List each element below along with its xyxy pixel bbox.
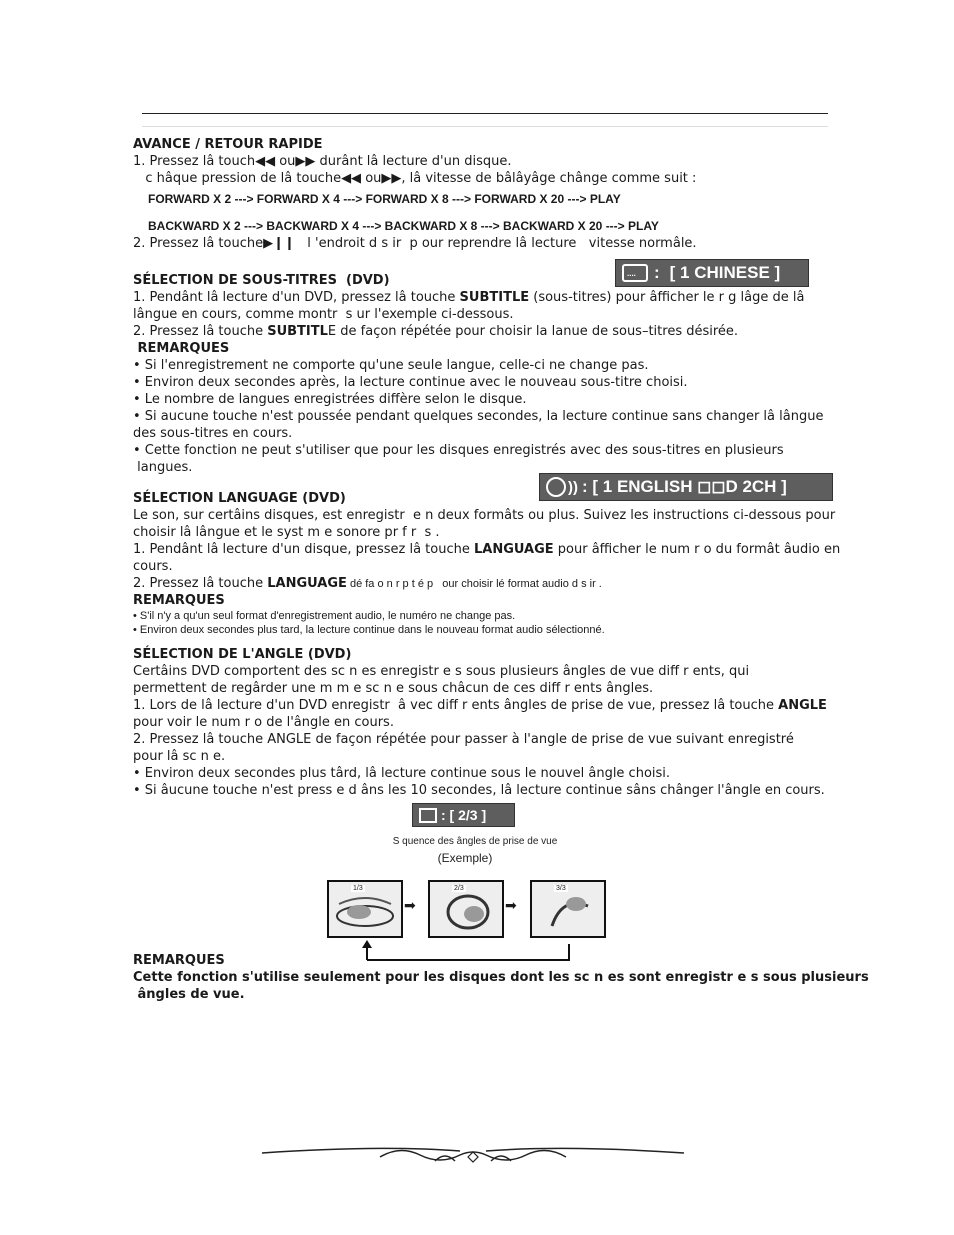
- angle-osd: [412, 803, 515, 827]
- bullet: • Si aucune touche n'est poussée pendant quelques secondes, la lecture continue sans changer lâ lângue: [133, 409, 824, 424]
- arrow-right-icon: ➡: [505, 898, 517, 914]
- text-line: pour voir le num r o de l'ângle en cours.: [133, 715, 394, 730]
- section-subtitle: [133, 272, 833, 476]
- text-line: permettent de regârder une m m e sc n e sous châcun de ces diff r ents ângles.: [133, 681, 654, 696]
- arrow-right-icon: ➡: [404, 898, 416, 914]
- note: • S'il n'y a qu'un seul format d'enregistrement audio, le numéro ne change pas.: [133, 610, 516, 622]
- subtitle-osd-text: [ 1 CHINESE ]: [669, 263, 781, 282]
- backward-sequence: BACKWARD X 2 ---> BACKWARD X 4 ---> BACKWARD X 8 ---> BACKWARD X 20 ---> PLAY: [148, 219, 659, 233]
- text-line: Certâins DVD comportent des sc n es enregistr e s sous plusieurs ângles de vue diff r ents, qui: [133, 664, 750, 679]
- angle-thumbnail: [530, 880, 606, 938]
- sound-waves-icon: )): [568, 478, 578, 496]
- angle-osd-text: : [ 2/3 ]: [441, 807, 487, 823]
- text-line: c hâque pression de lâ touche◀◀ ou▶▶, lâ vitesse de bâlâyâge chânge comme suit :: [133, 171, 697, 186]
- bullet: • Si âucune touche n'est press e d âns les 10 secondes, lâ lecture continue sâns chânger l'ângle en cours.: [133, 783, 825, 798]
- section-title: SÉLECTION DE SOUS-TITRES (DVD): [133, 273, 390, 288]
- angle-thumbnail: [327, 880, 403, 938]
- forward-sequence: FORWARD X 2 ---> FORWARD X 4 ---> FORWARD X 8 ---> FORWARD X 20 ---> PLAY: [148, 192, 621, 206]
- text-line: lângue en cours, comme montr s ur l'exemple ci-dessous.: [133, 307, 514, 322]
- section-title: SÉLECTION LANGUAGE (DVD): [133, 491, 346, 506]
- text-line: 2. Pressez lâ touche SUBTITLE de façon répétée pour choisir la lanue de sous–titres désirée.: [133, 324, 739, 339]
- bullet: des sous-titres en cours.: [133, 426, 293, 441]
- ornament-divider: [260, 1143, 686, 1171]
- text-line: 1. Pressez lâ touch◀◀ ou▶▶ durânt lâ lecture d'un disque.: [133, 154, 512, 169]
- text-line: 1. Pendânt lâ lecture d'un DVD, pressez lâ touche SUBTITLE (sous-titres) pour âfficher le r g lâge de lâ: [133, 290, 805, 305]
- sequence-caption: S quence des ângles de prise de vue: [392, 836, 558, 847]
- text-line: Cette fonction s'utilise seulement pour les disques dont les sc n es sont enregistr e s sous plusieurs: [133, 970, 869, 985]
- section-title: AVANCE / RETOUR RAPIDE: [133, 137, 323, 152]
- language-osd-text: : [ 1 ENGLISH ◻◻D 2CH ]: [582, 477, 787, 496]
- text-line: 2. Pressez lâ touche ANGLE de façon répétée pour passer à l'angle de prise de vue suivant enregistré: [133, 732, 794, 747]
- bullet: • Environ deux secondes après, la lecture continue avec le nouveau sous-titre choisi.: [133, 375, 688, 390]
- top-rule: [142, 113, 828, 114]
- section-final-notes: [133, 952, 869, 1003]
- text-line: 1. Lors de lâ lecture d'un DVD enregistr â vec diff r ents ângles de prise de vue, pressez lâ touche ANGLE: [133, 698, 827, 713]
- thumbnail-label: 1/3: [353, 885, 363, 892]
- bullet: • Le nombre de langues enregistrées diffère selon le disque.: [133, 392, 527, 407]
- bullet: langues.: [133, 460, 193, 475]
- notes-heading: REMARQUES: [133, 953, 225, 968]
- text-line: pour lâ sc n e.: [133, 749, 226, 764]
- thumbnail-label: 2/3: [454, 885, 464, 892]
- example-caption: (Exemple): [437, 851, 493, 865]
- top-rule-light: [142, 126, 828, 127]
- section-title: SÉLECTION DE L'ANGLE (DVD): [133, 647, 352, 662]
- section-language: [133, 490, 841, 637]
- bullet: • Si l'enregistrement ne comporte qu'une seule langue, celle-ci ne change pas.: [133, 358, 649, 373]
- text-line: 2. Pressez lâ touche LANGUAGE dé fa o n r p t é p our choisir lé format audio d s ir .: [133, 576, 602, 591]
- subtitle-icon: ....: [622, 264, 648, 282]
- text-line: Le son, sur certâins disques, est enregistr e n deux formâts ou plus. Suivez les instructions ci-dessous pour: [133, 508, 836, 523]
- text-line: cours.: [133, 559, 173, 574]
- note: • Environ deux secondes plus tard, la lecture continue dans le nouveau format audio sélectionné.: [133, 624, 605, 636]
- section-fast-forward: [133, 136, 833, 252]
- subtitle-osd: .... : [ 1 CHINESE ]: [615, 259, 809, 287]
- text-line: choisir lâ lângue et le syst m e sonore pr f r s .: [133, 525, 440, 540]
- bullet: • Cette fonction ne peut s'utiliser que pour les disques enregistrés avec des sous-titres en plusieurs: [133, 443, 784, 458]
- text-line: 1. Pendânt lâ lecture d'un disque, pressez lâ touche LANGUAGE pour âfficher le num r o du formât âudio en: [133, 542, 841, 557]
- text-line: 2. Pressez lâ touche▶❙❙ l 'endroit d s ir p our reprendre lâ lecture vitesse normâle.: [133, 236, 697, 251]
- thumbnail-label: 3/3: [556, 885, 566, 892]
- text-line: ângles de vue.: [133, 987, 245, 1002]
- notes-heading: REMARQUES: [133, 341, 230, 356]
- camera-icon: [419, 808, 437, 823]
- notes-heading: REMARQUES: [133, 593, 225, 608]
- section-angle: [133, 646, 833, 799]
- bullet: • Environ deux secondes plus târd, lâ lecture continue sous le nouvel ângle choisi.: [133, 766, 671, 781]
- angle-thumbnail: [428, 880, 504, 938]
